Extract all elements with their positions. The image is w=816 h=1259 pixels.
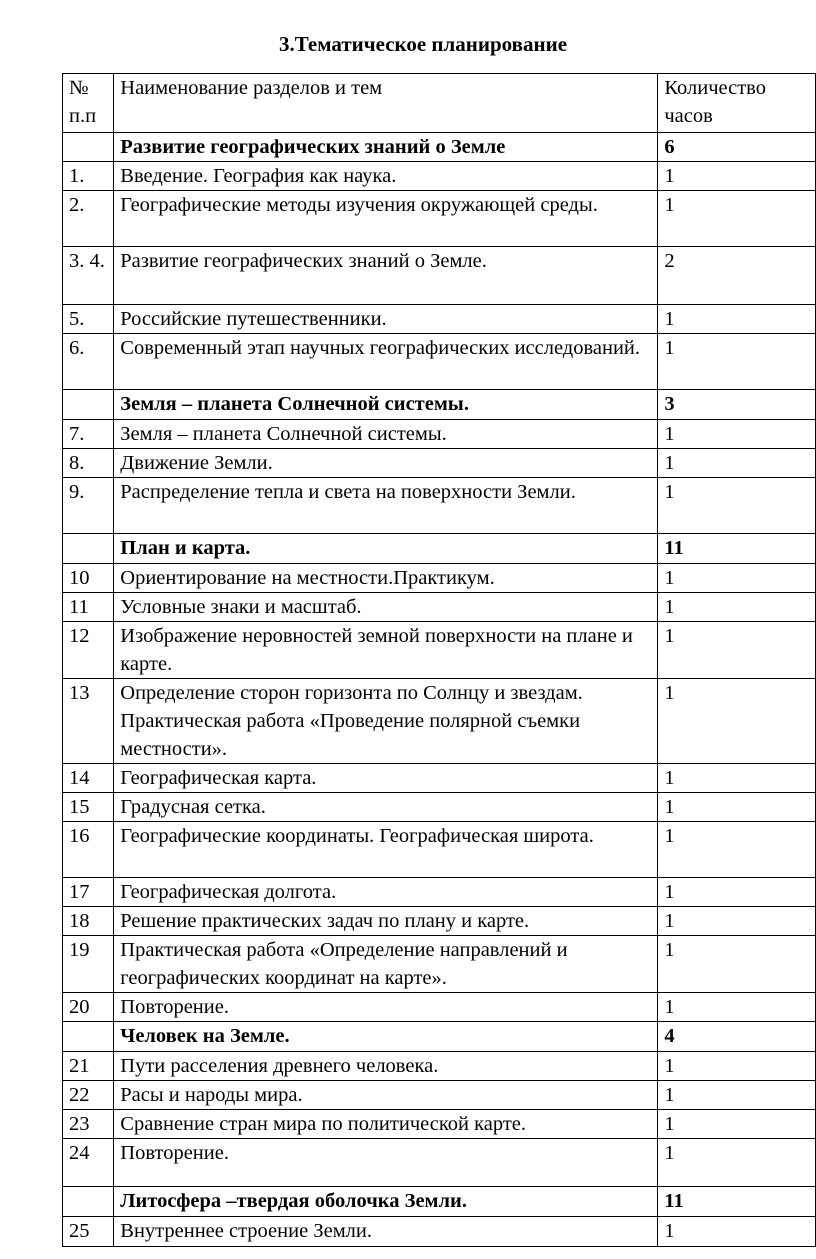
row-title: Российские путешественники. [114, 305, 658, 334]
row-hours: 1 [658, 822, 816, 878]
row-title: Практическая работа «Определение направлений и географических координат на карте». [114, 936, 658, 993]
row-number [63, 1187, 114, 1217]
row-number: 10 [63, 564, 114, 593]
row-number [63, 1022, 114, 1052]
table-row [63, 1139, 816, 1187]
thematic-plan-table [62, 73, 816, 1247]
header-title: Наименование разделов и тем [114, 74, 658, 133]
table-row [63, 247, 816, 305]
row-title: Литосфера –твердая оболочка Земли. [114, 1187, 658, 1217]
table-row [63, 679, 816, 764]
header-num: № п.п [63, 74, 114, 133]
row-number: 8. [63, 449, 114, 478]
row-hours: 1 [658, 1052, 816, 1081]
row-title: Географические методы изучения окружающей среды. [114, 191, 658, 247]
table-row [63, 449, 816, 478]
table-row [63, 334, 816, 390]
header-hours: Количество часов [658, 74, 816, 133]
row-title: Земля – планета Солнечной системы. [114, 420, 658, 449]
row-hours: 1 [658, 564, 816, 593]
row-hours: 1 [658, 449, 816, 478]
row-hours: 1 [658, 793, 816, 822]
row-number: 23 [63, 1110, 114, 1139]
row-title: Земля – планета Солнечной системы. [114, 390, 658, 420]
table-header-row [63, 74, 816, 133]
row-title: Ориентирование на местности.Практикум. [114, 564, 658, 593]
row-hours: 1 [658, 593, 816, 622]
row-number: 16 [63, 822, 114, 878]
table-row [63, 878, 816, 907]
row-number: 3. 4. [63, 247, 114, 305]
row-number: 12 [63, 622, 114, 679]
table-row [63, 478, 816, 534]
row-hours: 1 [658, 162, 816, 191]
row-number: 15 [63, 793, 114, 822]
row-hours: 1 [658, 907, 816, 936]
table-row [63, 564, 816, 593]
row-number: 13 [63, 679, 114, 764]
row-hours: 1 [658, 1110, 816, 1139]
table-row [63, 822, 816, 878]
row-hours: 1 [658, 1081, 816, 1110]
row-number: 14 [63, 764, 114, 793]
row-hours: 1 [658, 1217, 816, 1247]
row-hours: 1 [658, 764, 816, 793]
row-title: Движение Земли. [114, 449, 658, 478]
row-number: 1. [63, 162, 114, 191]
row-hours: 11 [658, 1187, 816, 1217]
table-row [63, 622, 816, 679]
page-title: 3.Тематическое планирование [278, 32, 568, 56]
row-hours: 3 [658, 390, 816, 420]
row-title: План и карта. [114, 534, 658, 564]
table-row [63, 793, 816, 822]
row-hours: 1 [658, 1139, 816, 1187]
row-hours: 1 [658, 622, 816, 679]
table-row [63, 1081, 816, 1110]
table-row [63, 162, 816, 191]
row-title: Определение сторон горизонта по Солнцу и звездам. Практическая работа «Проведение полярной съемки местности». [114, 679, 658, 764]
row-hours: 4 [658, 1022, 816, 1052]
row-title: Повторение. [114, 1139, 658, 1187]
row-number: 19 [63, 936, 114, 993]
row-title: Распределение тепла и света на поверхности Земли. [114, 478, 658, 534]
row-title: Повторение. [114, 993, 658, 1022]
row-number: 24 [63, 1139, 114, 1187]
row-title: Изображение неровностей земной поверхности на плане и карте. [114, 622, 658, 679]
row-title: Условные знаки и масштаб. [114, 593, 658, 622]
row-title: Современный этап научных географических исследований. [114, 334, 658, 390]
row-title: Географическая долгота. [114, 878, 658, 907]
row-number: 11 [63, 593, 114, 622]
row-number: 5. [63, 305, 114, 334]
row-title: Решение практических задач по плану и карте. [114, 907, 658, 936]
row-number: 9. [63, 478, 114, 534]
row-title: Человек на Земле. [114, 1022, 658, 1052]
table-row [63, 764, 816, 793]
row-title: Пути расселения древнего человека. [114, 1052, 658, 1081]
table-row [63, 305, 816, 334]
row-number: 7. [63, 420, 114, 449]
row-title: Сравнение стран мира по политической карте. [114, 1110, 658, 1139]
table-row [63, 1110, 816, 1139]
row-number: 2. [63, 191, 114, 247]
row-number [63, 390, 114, 420]
table-row [63, 936, 816, 993]
row-number: 20 [63, 993, 114, 1022]
row-title: Развитие географических знаний о Земле. [114, 247, 658, 305]
row-hours: 1 [658, 191, 816, 247]
row-title: Введение. География как наука. [114, 162, 658, 191]
row-number: 22 [63, 1081, 114, 1110]
table-row [63, 593, 816, 622]
row-title: Градусная сетка. [114, 793, 658, 822]
row-title: Развитие географических знаний о Земле [114, 133, 658, 162]
row-hours: 1 [658, 478, 816, 534]
row-hours: 1 [658, 420, 816, 449]
row-number: 21 [63, 1052, 114, 1081]
table-row [63, 1217, 816, 1247]
row-hours: 11 [658, 534, 816, 564]
row-hours: 1 [658, 878, 816, 907]
row-hours: 1 [658, 334, 816, 390]
row-title: Расы и народы мира. [114, 1081, 658, 1110]
table-row [63, 907, 816, 936]
section-row [63, 133, 816, 162]
section-row [63, 1022, 816, 1052]
table-row [63, 420, 816, 449]
row-hours: 2 [658, 247, 816, 305]
row-hours: 1 [658, 993, 816, 1022]
row-hours: 1 [658, 679, 816, 764]
table-row [63, 191, 816, 247]
row-hours: 6 [658, 133, 816, 162]
row-title: Географические координаты. Географическая широта. [114, 822, 658, 878]
section-row [63, 534, 816, 564]
row-number [63, 133, 114, 162]
row-number [63, 534, 114, 564]
row-number: 18 [63, 907, 114, 936]
row-title: Географическая карта. [114, 764, 658, 793]
row-hours: 1 [658, 305, 816, 334]
row-title: Внутреннее строение Земли. [114, 1217, 658, 1247]
row-number: 17 [63, 878, 114, 907]
table-row [63, 1052, 816, 1081]
row-number: 6. [63, 334, 114, 390]
row-hours: 1 [658, 936, 816, 993]
table-row [63, 993, 816, 1022]
section-row [63, 390, 816, 420]
section-row [63, 1187, 816, 1217]
row-number: 25 [63, 1217, 114, 1247]
